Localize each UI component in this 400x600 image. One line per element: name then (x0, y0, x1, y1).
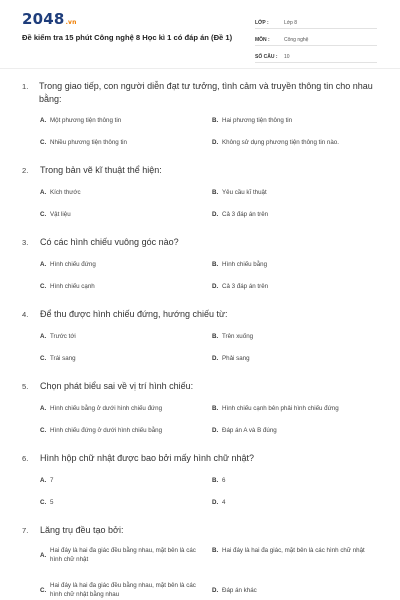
option-letter: A. (40, 333, 47, 340)
question-stem (0, 308, 400, 321)
option-b[interactable] (212, 546, 377, 555)
site-logo[interactable] (22, 10, 77, 28)
option-letter: B. (212, 547, 219, 554)
option-letter: B. (212, 477, 219, 484)
option-letter: D. (212, 211, 219, 218)
option-text: Trước tới (50, 333, 76, 340)
option-letter: D. (212, 355, 219, 362)
option-text: Hai đáy là hai đa giác đều bằng nhau, mặt bên là các hình chữ nhật (50, 547, 196, 563)
option-text: Hình chiếu đứng ở dưới hình chiếu bằng (50, 427, 163, 434)
option-b[interactable] (212, 116, 372, 125)
option-a[interactable] (40, 546, 205, 564)
option-letter: B. (212, 405, 219, 412)
option-text: Không sử dụng phương tiện thông tin nào. (222, 139, 339, 146)
question-stem (0, 524, 400, 537)
option-letter: C. (40, 427, 47, 434)
option-c[interactable] (40, 210, 200, 219)
logo-main: 2048 (22, 10, 65, 28)
option-text: Hai phương tiện thông tin (222, 117, 293, 124)
question-text: Lăng trụ đều tạo bởi: (40, 525, 124, 535)
option-text: 6 (222, 477, 226, 484)
option-a[interactable] (40, 260, 200, 269)
page-title: Đề kiểm tra 15 phút Công nghệ 8 Học kì 1 có đáp án (Đề 1) (22, 33, 233, 42)
option-d[interactable] (212, 282, 372, 291)
option-letter: A. (40, 551, 47, 559)
question-4 (0, 308, 400, 362)
option-letter: A. (40, 117, 47, 124)
option-letter: C. (40, 587, 47, 594)
logo-suffix: .vn (65, 19, 77, 26)
option-letter: C. (40, 499, 47, 506)
option-a[interactable] (40, 116, 200, 125)
option-d[interactable] (212, 426, 372, 435)
option-text: Trái sang (50, 355, 76, 362)
question-number: 7. (22, 526, 29, 535)
option-text: Hình chiếu cạnh (50, 283, 95, 290)
question-text: Trong giao tiếp, con người diễn đạt tư tưởng, tình cảm và truyền thông tin cho nhau bằng: (39, 81, 373, 104)
option-c[interactable] (40, 581, 205, 600)
option-letter: A. (40, 189, 47, 196)
option-text: Hai đáy là hai đa giác đều bằng nhau, mặt bên là các hình chữ nhật bằng nhau (50, 582, 196, 598)
option-b[interactable] (212, 260, 372, 269)
option-letter: D. (212, 427, 219, 434)
option-text: Một phương tiện thông tin (50, 117, 122, 124)
option-a[interactable] (40, 404, 200, 413)
option-c[interactable] (40, 282, 200, 291)
option-letter: C. (40, 355, 47, 362)
question-stem (0, 80, 400, 106)
option-text: Đáp án A và B đúng (222, 427, 277, 434)
question-text: Trong bản vẽ kĩ thuật thể hiện: (40, 165, 162, 175)
option-letter: D. (212, 139, 219, 146)
option-text: Yêu cầu kĩ thuật (222, 189, 267, 196)
question-7 (0, 524, 400, 598)
option-text: Nhiều phương tiện thông tin (50, 139, 128, 146)
meta-key: MÔN : (255, 37, 270, 43)
option-d[interactable] (212, 498, 372, 507)
option-letter: A. (40, 261, 47, 268)
question-number: 6. (22, 454, 29, 463)
option-d[interactable] (212, 138, 372, 147)
option-a[interactable] (40, 476, 200, 485)
option-letter: C. (40, 211, 47, 218)
question-number: 4. (22, 310, 29, 319)
meta-value: 10 (284, 54, 290, 60)
option-text: Đáp án khác (222, 587, 257, 594)
question-stem (0, 236, 400, 249)
meta-key: LỚP : (255, 20, 269, 26)
meta-row-class (255, 14, 377, 29)
option-a[interactable] (40, 188, 200, 197)
meta-value: Công nghệ (284, 37, 309, 43)
option-text: 7 (50, 477, 54, 484)
meta-value: Lớp 8 (284, 20, 298, 26)
option-text: Cả 3 đáp án trên (222, 211, 269, 218)
question-number: 5. (22, 382, 29, 391)
option-letter: D. (212, 499, 219, 506)
question-1 (0, 80, 400, 146)
option-text: Hình chiếu đứng (50, 261, 96, 268)
option-text: Cả 3 đáp án trên (222, 283, 269, 290)
question-stem (0, 452, 400, 465)
exam-meta (255, 14, 377, 65)
option-c[interactable] (40, 426, 200, 435)
question-number: 1. (22, 82, 29, 91)
option-text: Hai đáy là hai đa giác, mặt bên là các hình chữ nhật (222, 547, 365, 554)
option-text: 5 (50, 499, 54, 506)
option-letter: A. (40, 477, 47, 484)
option-text: Kích thước (50, 189, 81, 196)
question-number: 3. (22, 238, 29, 247)
question-6 (0, 452, 400, 506)
question-stem (0, 164, 400, 177)
option-letter: D. (212, 283, 219, 290)
question-5 (0, 380, 400, 434)
option-letter: D. (212, 587, 219, 594)
question-number: 2. (22, 166, 29, 175)
header-divider (0, 68, 400, 69)
page-header (0, 0, 400, 66)
option-text: Phải sang (222, 355, 250, 362)
option-c[interactable] (40, 498, 200, 507)
option-text: 4 (222, 499, 226, 506)
meta-row-count (255, 48, 377, 63)
option-c[interactable] (40, 138, 200, 147)
option-letter: A. (40, 405, 47, 412)
option-d[interactable] (212, 354, 372, 363)
option-c[interactable] (40, 354, 200, 363)
question-stem (0, 380, 400, 393)
option-b[interactable] (212, 332, 372, 341)
question-text: Có các hình chiếu vuông góc nào? (40, 237, 179, 247)
option-letter: C. (40, 283, 47, 290)
option-text: Trên xuống (222, 333, 254, 340)
question-text: Hình hộp chữ nhật được bao bởi mấy hình chữ nhật? (40, 453, 255, 463)
option-letter: B. (212, 117, 219, 124)
option-letter: B. (212, 261, 219, 268)
option-b[interactable] (212, 476, 372, 485)
question-text: Chọn phát biểu sai về vị trí hình chiếu: (40, 381, 194, 391)
option-letter: C. (40, 139, 47, 146)
option-text: Hình chiếu bằng (222, 261, 268, 268)
option-b[interactable] (212, 188, 372, 197)
option-b[interactable] (212, 404, 392, 413)
meta-row-subject (255, 31, 377, 46)
option-text: Hình chiếu bằng ở dưới hình chiếu đứng (50, 405, 163, 412)
option-text: Vật liệu (50, 211, 71, 218)
option-letter: B. (212, 333, 219, 340)
option-text: Hình chiếu cạnh bên phải hình chiếu đứng (222, 405, 339, 412)
option-a[interactable] (40, 332, 200, 341)
question-text: Để thu được hình chiếu đứng, hướng chiếu từ: (40, 309, 228, 319)
question-3 (0, 236, 400, 290)
option-letter: B. (212, 189, 219, 196)
question-2 (0, 164, 400, 218)
option-d[interactable] (212, 586, 372, 595)
option-d[interactable] (212, 210, 372, 219)
meta-key: SỐ CÂU : (255, 54, 278, 60)
